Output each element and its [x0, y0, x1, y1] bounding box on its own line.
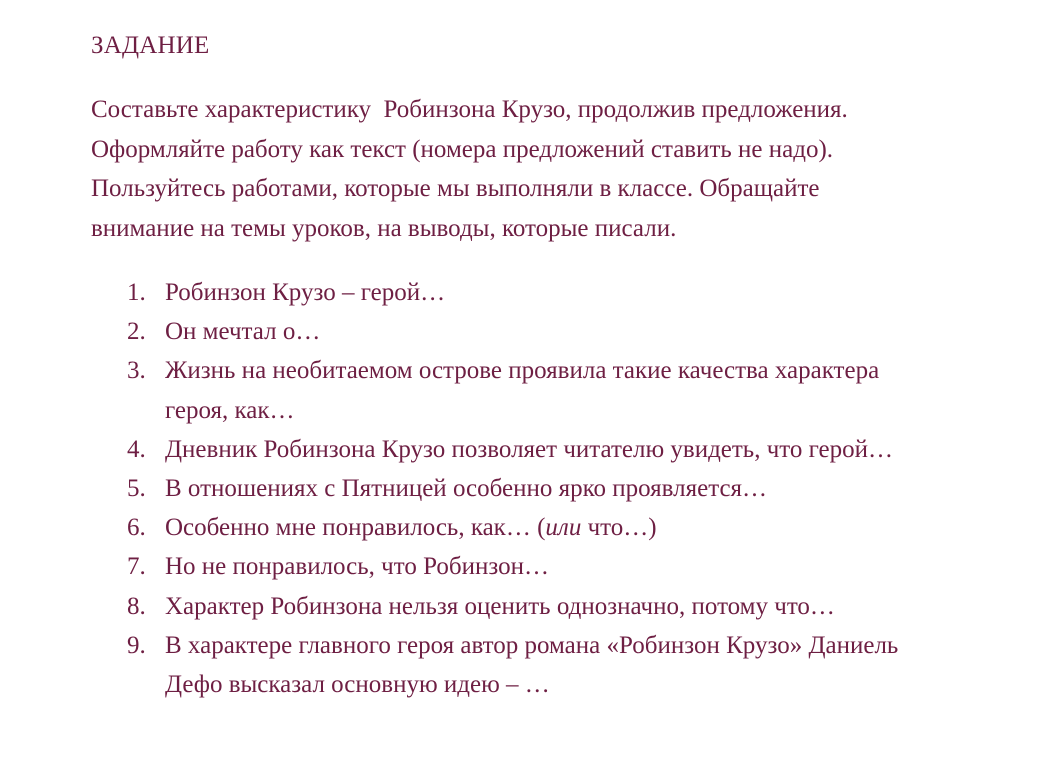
list-item-number: 5.: [127, 475, 146, 503]
list-item-number: 8.: [127, 592, 146, 620]
list-item-line: Робинзон Крузо – герой…: [165, 279, 446, 306]
instruction-line: внимание на темы уроков, на выводы, которые писали.: [91, 214, 677, 242]
list-item-line: Дефо высказал основную идею – …: [165, 671, 550, 699]
list-item-text: [165, 469, 1031, 508]
list-item-line: Он мечтал о…: [165, 318, 321, 346]
list-item-text-before: Особенно мне понравилось, как… (: [165, 514, 546, 542]
list-item-number: 2.: [127, 318, 146, 346]
list-item-text-after: что…): [581, 514, 657, 542]
list-item: [91, 508, 1031, 547]
list-item: [91, 312, 1031, 351]
list-item-number: 4.: [127, 435, 146, 463]
list-item: [91, 547, 1031, 586]
task-instructions: [91, 90, 991, 248]
list-item-text: [165, 273, 1031, 312]
list-item: [91, 469, 1031, 508]
list-item-text: [165, 587, 1031, 626]
list-item-line: Дневник Робинзона Крузо позволяет читателю увидеть, что герой…: [165, 435, 894, 463]
list-item-text: [165, 351, 1031, 429]
list-item-number: 6.: [127, 514, 146, 542]
list-item-number: 3.: [127, 357, 146, 385]
list-item-line: Жизнь на необитаемом острове проявила такие качества характера: [165, 357, 880, 385]
page-title: ЗАДАНИЕ: [91, 32, 210, 59]
list-item-text: [165, 626, 1031, 704]
list-item-line: В отношениях с Пятницей особенно ярко проявляется…: [165, 475, 768, 503]
instruction-line: Пользуйтесь работами, которые мы выполняли в классе. Обращайте: [91, 175, 820, 202]
list-item: [91, 587, 1031, 626]
instruction-line: Оформляйте работу как текст (номера предложений ставить не надо).: [91, 135, 834, 163]
list-item: [91, 351, 1031, 429]
list-item-line: [165, 508, 1031, 547]
list-item-line: Характер Робинзона нельзя оценить однозначно, потому что…: [165, 592, 835, 620]
list-item-text: [165, 508, 1031, 547]
list-item: [91, 273, 1031, 312]
sentence-prompts-list: [91, 273, 1031, 704]
list-item: [91, 430, 1031, 469]
list-item-line: В характере главного героя автор романа «Робинзон Крузо» Даниель: [165, 631, 899, 659]
list-item-text: [165, 547, 1031, 586]
list-item-line: героя, как…: [165, 396, 295, 424]
list-item-text: [165, 430, 1031, 469]
list-item-line: Но не понравилось, что Робинзон…: [165, 553, 549, 581]
instruction-line: Составьте характеристику Робинзона Крузо, продолжив предложения.: [91, 96, 848, 123]
list-item: [91, 626, 1031, 704]
list-item-number: 7.: [127, 553, 146, 581]
list-item-text-italic: или: [545, 514, 582, 542]
list-item-number: 1.: [127, 279, 146, 306]
list-item-number: 9.: [127, 631, 146, 659]
list-item-text: [165, 312, 1031, 351]
